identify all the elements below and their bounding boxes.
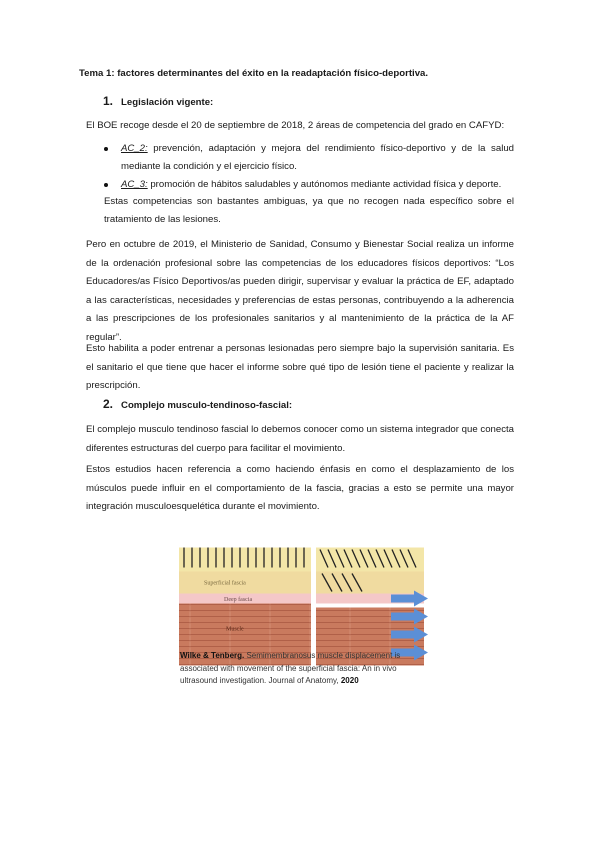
figure-caption — [180, 650, 430, 688]
label-muscle: Muscle — [226, 626, 244, 633]
section-1-paragraph-3: Esto habilita a poder entrenar a personas lesionadas pero siempre bajo la supervisión sanitaria. Es el sanitario el que tiene que hacer el informe sobre qué tipo de lesión tiene el paciente y realizar la prescripción. — [86, 343, 514, 392]
label-superficial-fascia: Superficial fascia — [204, 580, 246, 587]
section-2-paragraph-1: El complejo musculo tendinoso fascial lo debemos conocer como un sistema integrador que conecta diferentes estructuras del cuerpo para facilitar el movimiento. — [86, 424, 514, 454]
caption-authors: Wilke & Tenberg. — [180, 651, 245, 660]
bullet-dot-icon — [104, 183, 108, 187]
label-deep-fascia: Deep fascia — [224, 597, 253, 603]
figure-right-panel — [316, 548, 428, 666]
section-1-number: 1. — [103, 94, 114, 108]
section-2-heading — [103, 397, 292, 411]
page-title: Tema 1: factores determinantes del éxito en la readaptación físico-deportiva. — [79, 68, 429, 79]
section-1-intro: El BOE recoge desde el 20 de septiembre de 2018, 2 áreas de competencia del grado en CAFYD: — [86, 120, 505, 131]
bullet-ac2 — [121, 140, 514, 176]
bullet-ac2-code: AC_2: — [121, 143, 148, 154]
competencies-note: Estas competencias son bastantes ambiguas, ya que no recogen nada específico sobre el tratamiento de las lesiones. — [104, 196, 514, 225]
section-1-paragraph-2: Pero en octubre de 2019, el Ministerio de Sanidad, Consumo y Bienestar Social realiza un informe de la ordenación profesional sobre las competencias de los educadores físicos deportivos: “Los Educadores/as Físico Deportivos/as pueden dirigir, supervisar y evaluar la práctica de EF, adaptado a las características, necesidades y preferencias de estas personas, contribuyendo a la adherencia a las prescripciones de los profesionales sanitarios y al mantenimiento de la práctica de la AF regular”. — [86, 239, 514, 343]
caption-text: Semimembranosus muscle displacement is associated with movement of the superficial fascia: An in vivo ultrasound investigation. Journal of Anatomy, — [180, 651, 401, 685]
bullet-dot-icon — [104, 147, 108, 151]
bullet-ac3 — [121, 176, 514, 194]
section-1-heading — [103, 94, 213, 108]
bullet-ac3-text: promoción de hábitos saludables y autónomos mediante actividad física y deporte. — [147, 179, 502, 190]
bullet-ac2-text: prevención, adaptación y mejora del rendimiento físico-deportivo y de la salud mediante la condición y el ejercicio físico. — [121, 143, 514, 172]
skin-layer-left — [179, 548, 311, 572]
section-2-paragraph-2: Estos estudios hacen referencia a como haciendo énfasis en como el desplazamiento de los músculos puede influir en el comportamiento de la fascia, gracias a esto se permite una mayor integración musculoesquelética durante el movimiento. — [86, 464, 514, 513]
section-2-title: Complejo musculo-tendinoso-fascial: — [121, 400, 293, 411]
section-2-number: 2. — [103, 397, 114, 411]
figure-left-panel — [179, 548, 311, 666]
bullet-ac3-code: AC_3: — [121, 179, 148, 190]
caption-year: 2020 — [340, 676, 359, 685]
section-1-title: Legislación vigente: — [121, 97, 214, 108]
